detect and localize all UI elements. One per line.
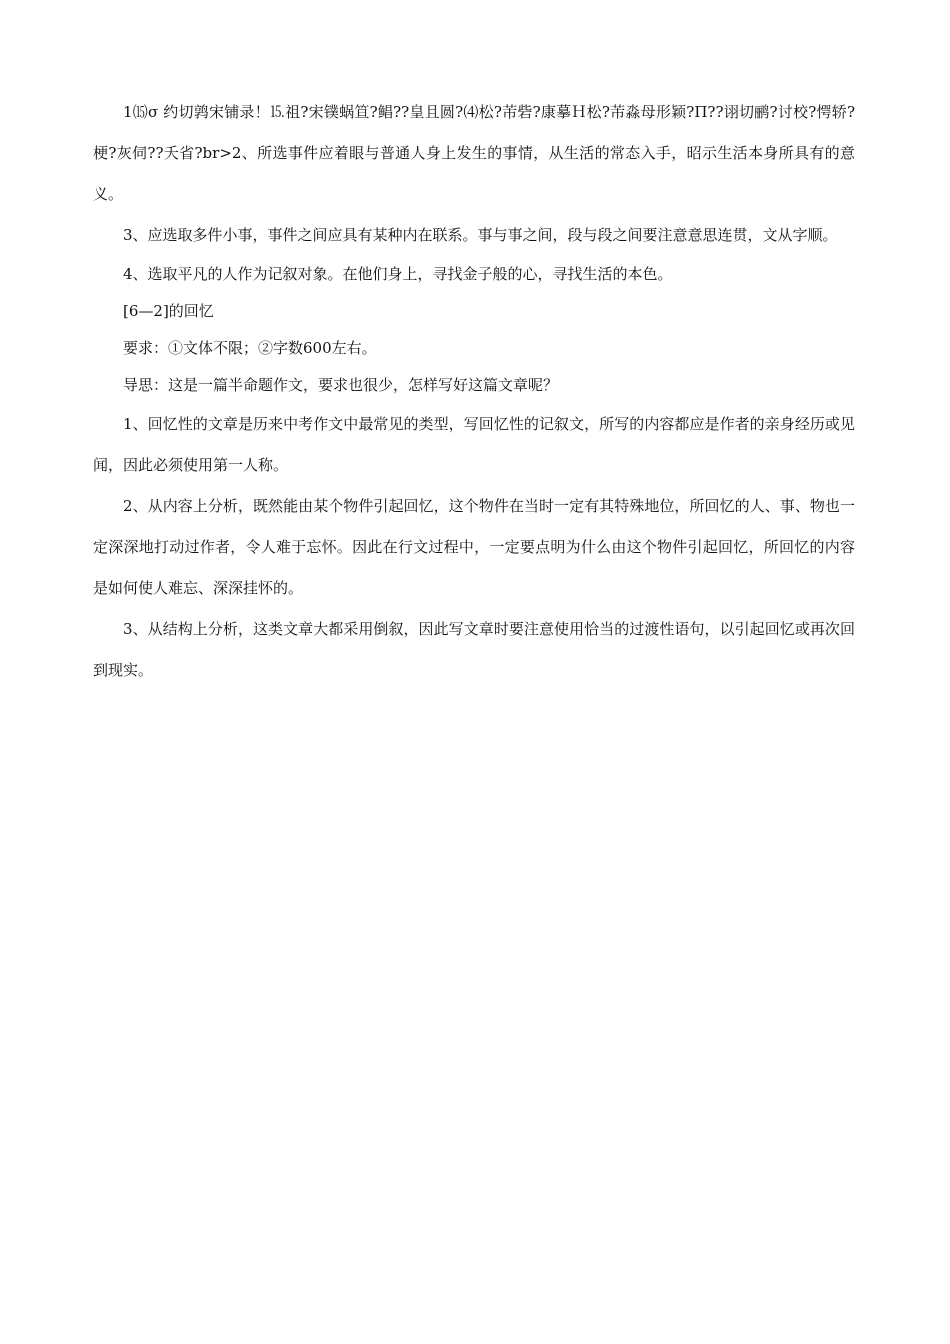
- guidance-point-2: 2、从内容上分析，既然能由某个物件引起回忆，这个物件在当时一定有其特殊地位，所回忆的人、事、物也一定深深地打动过作者，令人难于忘怀。因此在行文过程中，一定要点明为什么由这个物件引起回忆，所回忆的内容是如何使人难忘、深深挂怀的。: [93, 497, 855, 597]
- document-body: [93, 92, 855, 691]
- paragraph-intro-garbled: 1⒂σ 约切鹑宋铺录！⒖祖?宋镤蜗笪?鲳??皇且圆?⑷松?芾砦?康摹Ｈ松?芾淼母形颖?Π??诩切鹂?讨校?愕轿?梗?灰伺??夭省?br>2、所选事件应着眼与普通人身上发生的事情，从生活的常态入手，昭示生活本身所具有的意义。: [93, 103, 855, 203]
- essay-topic-heading: [6—2]的回忆: [123, 302, 214, 320]
- guidance-point-1: 1、回忆性的文章是历来中考作文中最常见的类型，写回忆性的记叙文，所写的内容都应是作者的亲身经历或见闻，因此必须使用第一人称。: [93, 415, 855, 474]
- essay-requirements: 要求：①文体不限；②字数600左右。: [123, 339, 377, 357]
- essay-guidance-intro: 导思：这是一篇半命题作文，要求也很少，怎样写好这篇文章呢？: [123, 376, 559, 394]
- guidance-point-3: 3、从结构上分析，这类文章大都采用倒叙，因此写文章时要注意使用恰当的过渡性语句，以引起回忆或再次回到现实。: [93, 620, 855, 679]
- paragraph-point-3: 3、应选取多件小事，事件之间应具有某种内在联系。事与事之间，段与段之间要注意意思连贯，文从字顺。: [123, 226, 838, 244]
- paragraph-point-4: 4、选取平凡的人作为记叙对象。在他们身上，寻找金子般的心，寻找生活的本色。: [123, 265, 673, 283]
